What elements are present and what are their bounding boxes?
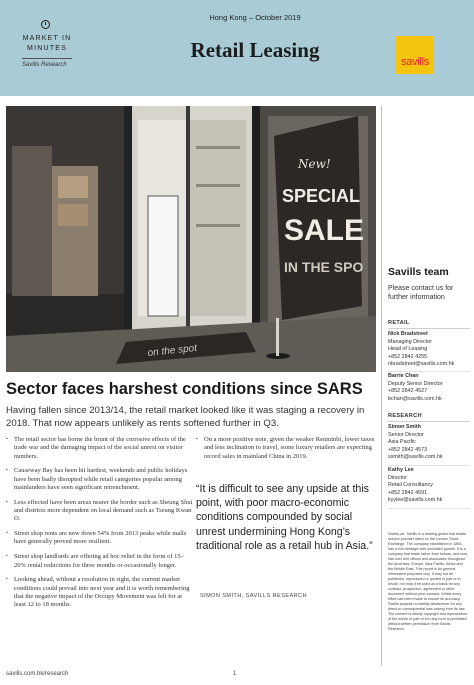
bullet-list-left [6,436,194,616]
list-item: ▪ On a more positive note, given the weaker Renminbi, lower taxes and less inclination to travel, some luxury retailers are expecting record sales in mainland China in 2019. [196,436,378,461]
contact-card [388,373,470,403]
section-heading-research: RESEARCH [388,413,470,422]
bullet-list-right [196,436,378,467]
footer-site-link[interactable]: savills.com.hk/research [6,671,69,677]
section-heading-retail: RETAIL [388,320,470,329]
header-band [0,0,474,96]
contact-role-2: Asia Pacific [388,439,416,446]
contact-role: Director [388,474,407,481]
list-item: ▪ Less effected have been areas nearer the border such as Sheung Shui and districts more dependent on local demand such as Tseung Kwan O. [6,499,194,524]
sidebar-title: Savills team [388,266,449,278]
contact-name: Barrie Chan [388,373,419,379]
market-in-minutes-badge [22,20,72,68]
sign-text-special: SPECIAL [282,186,361,206]
contact-phone[interactable]: +852 2842 4573 [388,446,428,453]
page-number: 1 [233,671,237,677]
clock-icon [41,20,50,29]
contact-email[interactable]: kyylee@savills.com.hk [388,497,443,504]
contact-phone[interactable]: +852 2842 4591 [388,489,428,496]
page-title: Retail Leasing [190,38,320,62]
mat-text: on the spot [147,342,198,359]
storefront-photo [6,106,376,372]
badge-line-1: MARKET IN [22,35,72,42]
pull-quote: “It is difficult to see any upside at this point, with poor macro-economic conditions compounded by social unrest undermining Hong Kong’s traditional role as a retail hub in Asia.” [196,483,373,552]
contact-role-2: Head of Leasing [388,346,428,353]
list-item: ▪ Street shop landlords are offering ad hoc relief in the form of 15–20% rental reductions for three months or occasionally longer. [6,553,194,570]
contact-role: Managing Director [388,338,433,345]
contact-divider [388,508,470,509]
savills-logo [396,36,434,74]
contact-email[interactable]: nbradstreet@savills.com.hk [388,361,455,368]
contact-divider [388,371,470,372]
contact-divider [388,465,470,466]
sign-text-spot: IN THE SPO [284,259,364,275]
headline: Sector faces harshest conditions since SARS [6,380,363,398]
contact-card [388,467,470,505]
contact-phone[interactable]: +852 2842 4255 [388,353,428,360]
contact-name: Nick Bradstreet [388,331,428,337]
sign-text-sale: SALE [284,214,365,247]
sidebar-intro: Please contact us for further information [388,285,454,301]
sidebar-divider [381,106,382,666]
contact-role: Senior Director [388,431,424,438]
logo-wordmark: savills [401,56,429,68]
report-date: Hong Kong – October 2019 [209,13,301,22]
sign-text-new: New! [298,157,331,171]
standfirst: Having fallen since 2013/14, the retail market looked like it was staging a recovery in 2018. That now appears unlikely as rents softened further in Q3. [6,405,365,429]
badge-subtitle: Savills Research [22,62,67,68]
contact-card [388,424,470,462]
contact-phone[interactable]: +852 2842 4527 [388,388,428,395]
contact-name: Kathy Lee [388,467,414,473]
list-item: ▪ Causeway Bay has been hit hardest, weekends and public holidays have been badly disrupted while retail categories popular among mainlanders have seen significant retrenchment. [6,467,194,492]
contact-card [388,331,470,369]
badge-line-2: MINUTES [27,45,67,52]
quote-attribution: SIMON SMITH, SAVILLS RESEARCH [200,593,307,599]
contact-role-2: Retail Consultancy [388,482,433,489]
disclaimer-text: Savills plc: Savills is a leading global real estate service provider listed on the London Stock Exchange. The company established in 1855, has a rich heritage with unrivalled growth. It is a company that leads rather than follows, and now has over 600 offices and associates throughout the Americas, Europe, Asia Pacific, Africa and the Middle East. This report is for general informative purposes only. It may not be published, reproduced or quoted in part or in whole, nor may it be used as a basis for any contract, prospectus, agreement or other document without prior consent. Whilst every effort has been made to ensure its accuracy, Savills accepts no liability whatsoever for any direct or consequential loss arising from its use. The content is strictly copyright and reproduction of the whole or part of it in any form is prohibited without written permission from Savills Research. [388,532,468,631]
contact-name: Simon Smith [388,424,421,430]
list-item: ▪ The retail sector has borne the brunt of the corrosive effects of the trade war and the damaging impact of the social unrest on visitor numbers. [6,436,194,461]
contact-email[interactable]: ssmith@savills.com.hk [388,454,443,461]
badge-divider [22,58,72,59]
list-item: ▪ Street shop rents are now down 54% from 2013 peaks while malls have generally proved more resilient. [6,530,194,547]
contact-role: Deputy Senior Director [388,380,443,387]
contact-email[interactable]: bchan@savills.com.hk [388,395,442,402]
list-item: ▪ Looking ahead, without a resolution in sight, the current market conditions could prevail into next year and it is worth remembering that the negative impact of the Occupy Movement was felt for at least 12 to 18 months. [6,576,194,609]
